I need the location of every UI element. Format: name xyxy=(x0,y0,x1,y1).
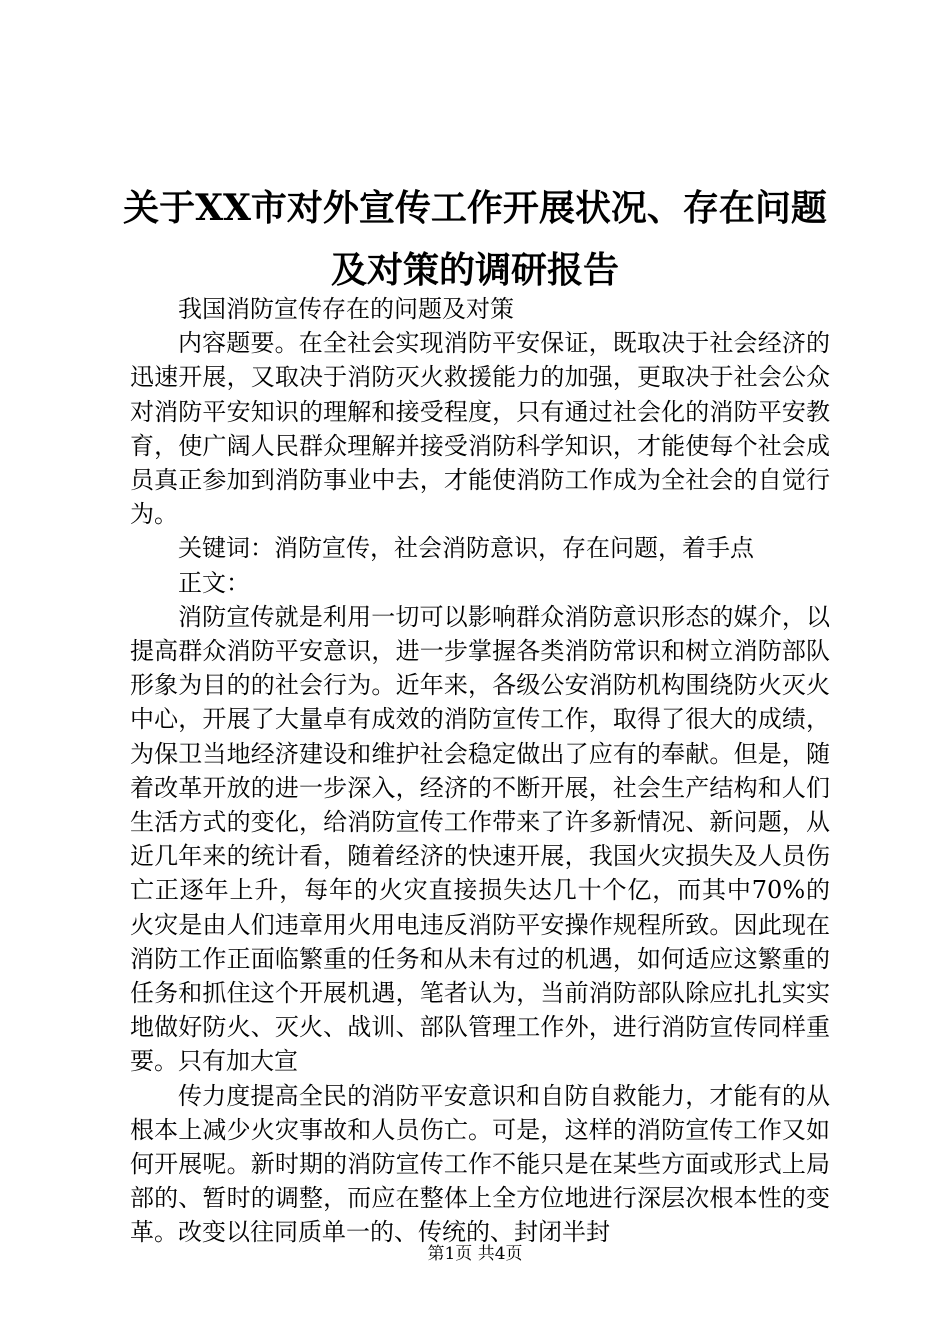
document-title-line-1: 关于XX市对外宣传工作开展状况、存在问题 xyxy=(123,187,827,229)
paragraph-body-2: 传力度提高全民的消防平安意识和自防自救能力，才能有的从根本上减少火灾事故和人员伤亡。可是，这样的消防宣传工作又如何开展呢。新时期的消防宣传工作不能只是在某些方面或形式上局部的、暂时的调整，而应在整体上全方位地进行深层次根本性的变革。改变以往同质单一的、传统的、封闭半封 xyxy=(130,1081,830,1247)
document-title-line-2: 及对策的调研报告 xyxy=(330,249,619,291)
paragraph-body-1: 消防宣传就是利用一切可以影响群众消防意识形态的媒介，以提高群众消防平安意识，进一步掌握各类消防常识和树立消防部队形象为目的的社会行为。近年来，各级公安消防机构围绕防火灭火中心，开展了大量卓有成效的消防宣传工作，取得了很大的成绩，为保卫当地经济建设和维护社会稳定做出了应有的奉献。但是，随着改革开放的进一步深入，经济的不断开展，社会生产结构和人们生活方式的变化，给消防宣传工作带来了许多新情况、新问题，从近几年来的统计看，随着经济的快速开展，我国火灾损失及人员伤亡正逐年上升，每年的火灾直接损失达几十个亿，而其中70%的火灾是由人们违章用火用电违反消防平安操作规程所致。因此现在消防工作正面临繁重的任务和从未有过的机遇，如何适应这繁重的任务和抓住这个开展机遇，笔者认为，当前消防部队除应扎扎实实地做好防火、灭火、战训、部队管理工作外，进行消防宣传同样重要。只有加大宣 xyxy=(130,602,830,1076)
paragraph-main-label: 正文： xyxy=(178,568,250,597)
page-number-footer: 第1页 共4页 xyxy=(427,1244,523,1264)
paragraph-keywords: 关键词：消防宣传，社会消防意识，存在问题，着手点 xyxy=(178,534,754,563)
document-body xyxy=(130,292,830,1250)
paragraph-heading: 我国消防宣传存在的问题及对策 xyxy=(178,295,514,323)
paragraph-abstract: 内容题要。在全社会实现消防平安保证，既取决于社会经济的迅速开展，又取决于消防灭火救援能力的加强，更取决于社会公众对消防平安知识的理解和接受程度，只有通过社会化的消防平安教育，使广阔人民群众理解并接受消防科学知识，才能使每个社会成员真正参加到消防事业中去，才能使消防工作成为全社会的自觉行为。 xyxy=(130,329,830,529)
